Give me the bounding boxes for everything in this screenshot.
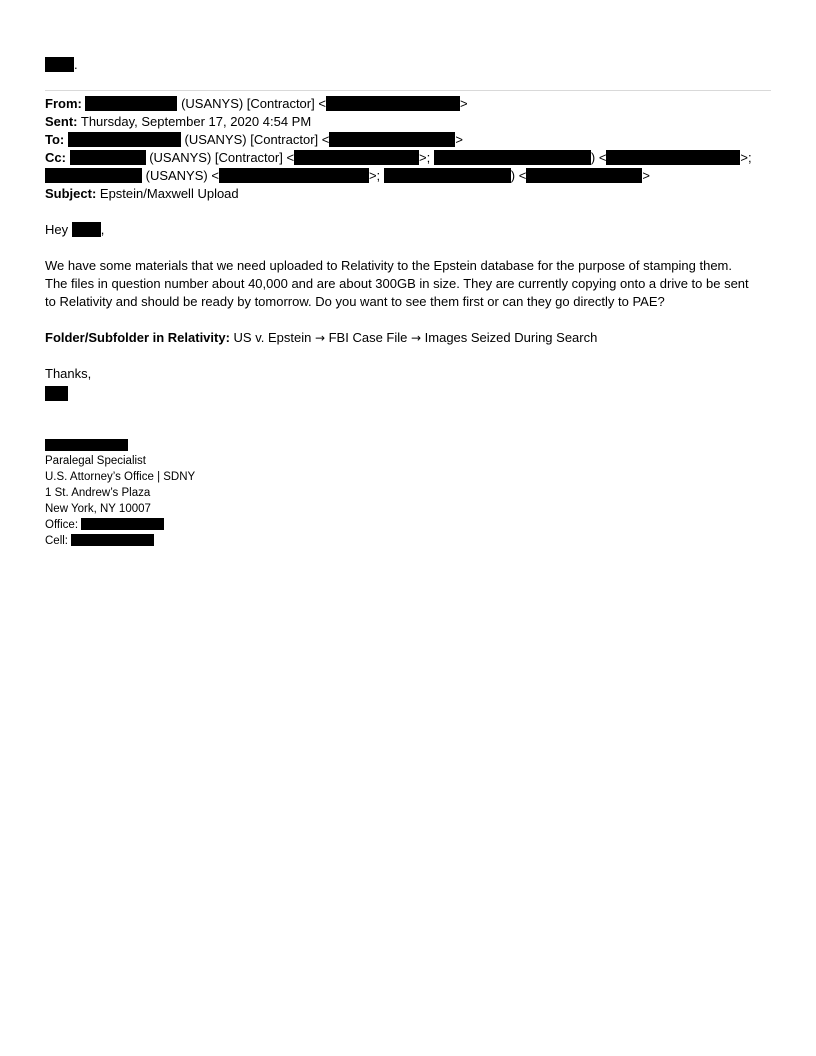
- folder-part-1: US v. Epstein: [229, 330, 315, 345]
- redaction-bar: [70, 150, 146, 165]
- signature-name: [45, 438, 128, 454]
- redaction-bar: [71, 534, 154, 546]
- signature-cell-phone: [45, 533, 154, 549]
- greeting-suffix: ,: [100, 222, 105, 237]
- sent-value: Thursday, September 17, 2020 4:54 PM: [77, 114, 312, 129]
- to-line: [45, 131, 463, 149]
- body-line-2: The files in question number about 40,000 and are about 300GB in size. They are currently copying onto a drive to be sent: [45, 276, 749, 291]
- redaction-bar: [326, 96, 460, 111]
- redaction-bar: [45, 439, 128, 451]
- from-close: >: [459, 96, 468, 111]
- signature-office: U.S. Attorney’s Office | SDNY: [45, 471, 196, 483]
- cc-close: >: [642, 168, 650, 183]
- signature-address-1: 1 St. Andrew’s Plaza: [45, 487, 151, 499]
- office-phone-label: Office:: [45, 519, 82, 531]
- to-close: >: [455, 132, 463, 147]
- redaction-bar: [294, 150, 419, 165]
- greeting-line: [45, 221, 104, 239]
- redaction-bar: [329, 132, 455, 147]
- cc-separator: >;: [419, 150, 434, 165]
- from-org: (USANYS) [Contractor] <: [177, 96, 326, 111]
- body-line-3: to Relativity and should be ready by tomorrow. Do you want to see them first or can they go directly to PAE?: [45, 294, 665, 309]
- header-initial-suffix: .: [74, 57, 78, 72]
- cell-phone-label: Cell:: [45, 535, 72, 547]
- cc-paren: ) <: [590, 150, 607, 165]
- cc-label: Cc:: [45, 150, 66, 165]
- from-label: From:: [45, 96, 82, 111]
- cc-line-1: [45, 149, 752, 167]
- folder-path-line: [45, 329, 597, 347]
- header-divider: [45, 90, 771, 91]
- folder-part-2: FBI Case File: [325, 330, 411, 345]
- redaction-bar: [45, 386, 68, 401]
- cc-org-2: (USANYS) <: [142, 168, 219, 183]
- sender-signoff: [45, 385, 68, 403]
- redaction-bar: [72, 222, 101, 237]
- cc-line-2: [45, 167, 650, 185]
- redaction-bar: [81, 518, 164, 530]
- arrow-right-icon: →: [314, 331, 325, 345]
- redaction-bar: [219, 168, 369, 183]
- signature-address-2: New York, NY 10007: [45, 503, 151, 515]
- redaction-bar: [434, 150, 591, 165]
- subject-label: Subject:: [45, 186, 97, 201]
- subject-line: [45, 185, 239, 203]
- signature-office-phone: [45, 517, 164, 533]
- sent-label: Sent:: [45, 114, 78, 129]
- redaction-bar: [45, 57, 74, 72]
- folder-label: Folder/Subfolder in Relativity:: [45, 330, 230, 345]
- arrow-right-icon: →: [410, 331, 422, 345]
- cc-separator: >;: [740, 150, 752, 165]
- to-label: To:: [45, 132, 65, 147]
- to-org: (USANYS) [Contractor] <: [180, 132, 330, 147]
- body-line-1: We have some materials that we need uploaded to Relativity to the Epstein database for the purpose of stamping them.: [45, 258, 732, 273]
- redaction-bar: [68, 132, 181, 147]
- subject-value: Epstein/Maxwell Upload: [96, 186, 239, 201]
- signature-title: Paralegal Specialist: [45, 455, 147, 467]
- sent-line: [45, 113, 311, 131]
- from-line: [45, 95, 468, 113]
- header-initial: [45, 56, 78, 74]
- closing-line: Thanks,: [45, 366, 92, 381]
- redaction-bar: [45, 168, 142, 183]
- redaction-bar: [384, 168, 511, 183]
- greeting-text: Hey: [45, 222, 72, 237]
- redaction-bar: [526, 168, 642, 183]
- redaction-bar: [606, 150, 740, 165]
- cc-org-1: (USANYS) [Contractor] <: [145, 150, 295, 165]
- redaction-bar: [85, 96, 177, 111]
- cc-paren: ) <: [510, 168, 527, 183]
- cc-separator: >;: [368, 168, 384, 183]
- folder-part-3: Images Seized During Search: [421, 330, 598, 345]
